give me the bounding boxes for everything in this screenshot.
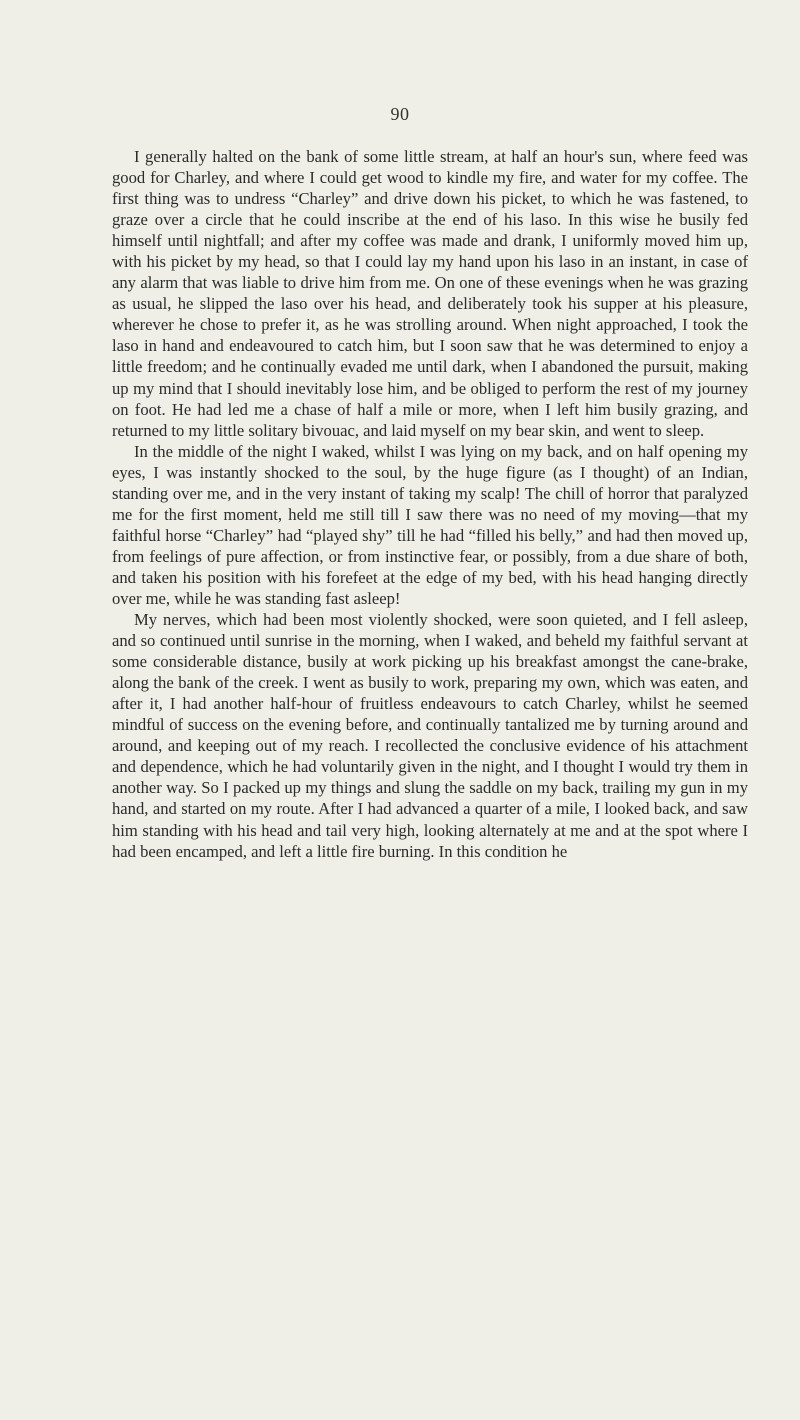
paragraph: I generally halted on the bank of some little stream, at half an hour's sun, where feed was good for Charley, and where I could get wood to kindle my fire, and water for my coffee. The first thing was to undress “Charley” and drive down his picket, to which he was fastened, to graze over a circle that he could inscribe at the end of his laso. In this wise he busily fed himself until nightfall; and after my coffee was made and drank, I uniformly moved him up, with his picket by my head, so that I could lay my hand upon his laso in an instant, in case of any alarm that was liable to drive him from me. On one of these evenings when he was grazing as usual, he slipped the laso over his head, and deliberately took his supper at his pleasure, wherever he chose to prefer it, as he was strolling around. When night approached, I took the laso in hand and endeavoured to catch him, but I soon saw that he was determined to enjoy a little freedom; and he continually evaded me until dark, when I abandoned the pursuit, making up my mind that I should inevitably lose him, and be obliged to perform the rest of my journey on foot. He had led me a chase of half a mile or more, when I left him busily grazing, and returned to my little solitary bivouac, and laid myself on my bear skin, and went to sleep. [112, 147, 748, 440]
body-text [112, 146, 748, 862]
paragraph: In the middle of the night I waked, whilst I was lying on my back, and on half opening my eyes, I was instantly shocked to the soul, by the huge figure (as I thought) of an Indian, standing over me, and in the very instant of taking my scalp! The chill of horror that paralyzed me for the first moment, held me still till I saw there was no need of my moving—that my faithful horse “Charley” had “played shy” till he had “filled his belly,” and had then moved up, from feelings of pure affection, or from instinctive fear, or possibly, from a due share of both, and taken his position with his forefeet at the edge of my bed, with his head hanging directly over me, while he was standing fast asleep! [112, 441, 748, 608]
page-number: 90 [390, 104, 410, 124]
paragraph: My nerves, which had been most violently shocked, were soon quieted, and I fell asleep, and so continued until sunrise in the morning, when I waked, and beheld my faithful servant at some considerable distance, busily at work picking up his breakfast amongst the cane-brake, along the bank of the creek. I went as busily to work, preparing my own, which was eaten, and after it, I had another half-hour of fruitless endeavours to catch Charley, whilst he seemed mindful of success on the evening before, and continually tantalized me by turning around and around, and keeping out of my reach. I recollected the conclusive evidence of his attachment and dependence, which he had voluntarily given in the night, and I thought I would try them in another way. So I packed up my things and slung the saddle on my back, trailing my gun in my hand, and started on my route. After I had advanced a quarter of a mile, I looked back, and saw him standing with his head and tail very high, looking alternately at me and at the spot where I had been encamped, and left a little fire burning. In this condition he [112, 610, 748, 861]
